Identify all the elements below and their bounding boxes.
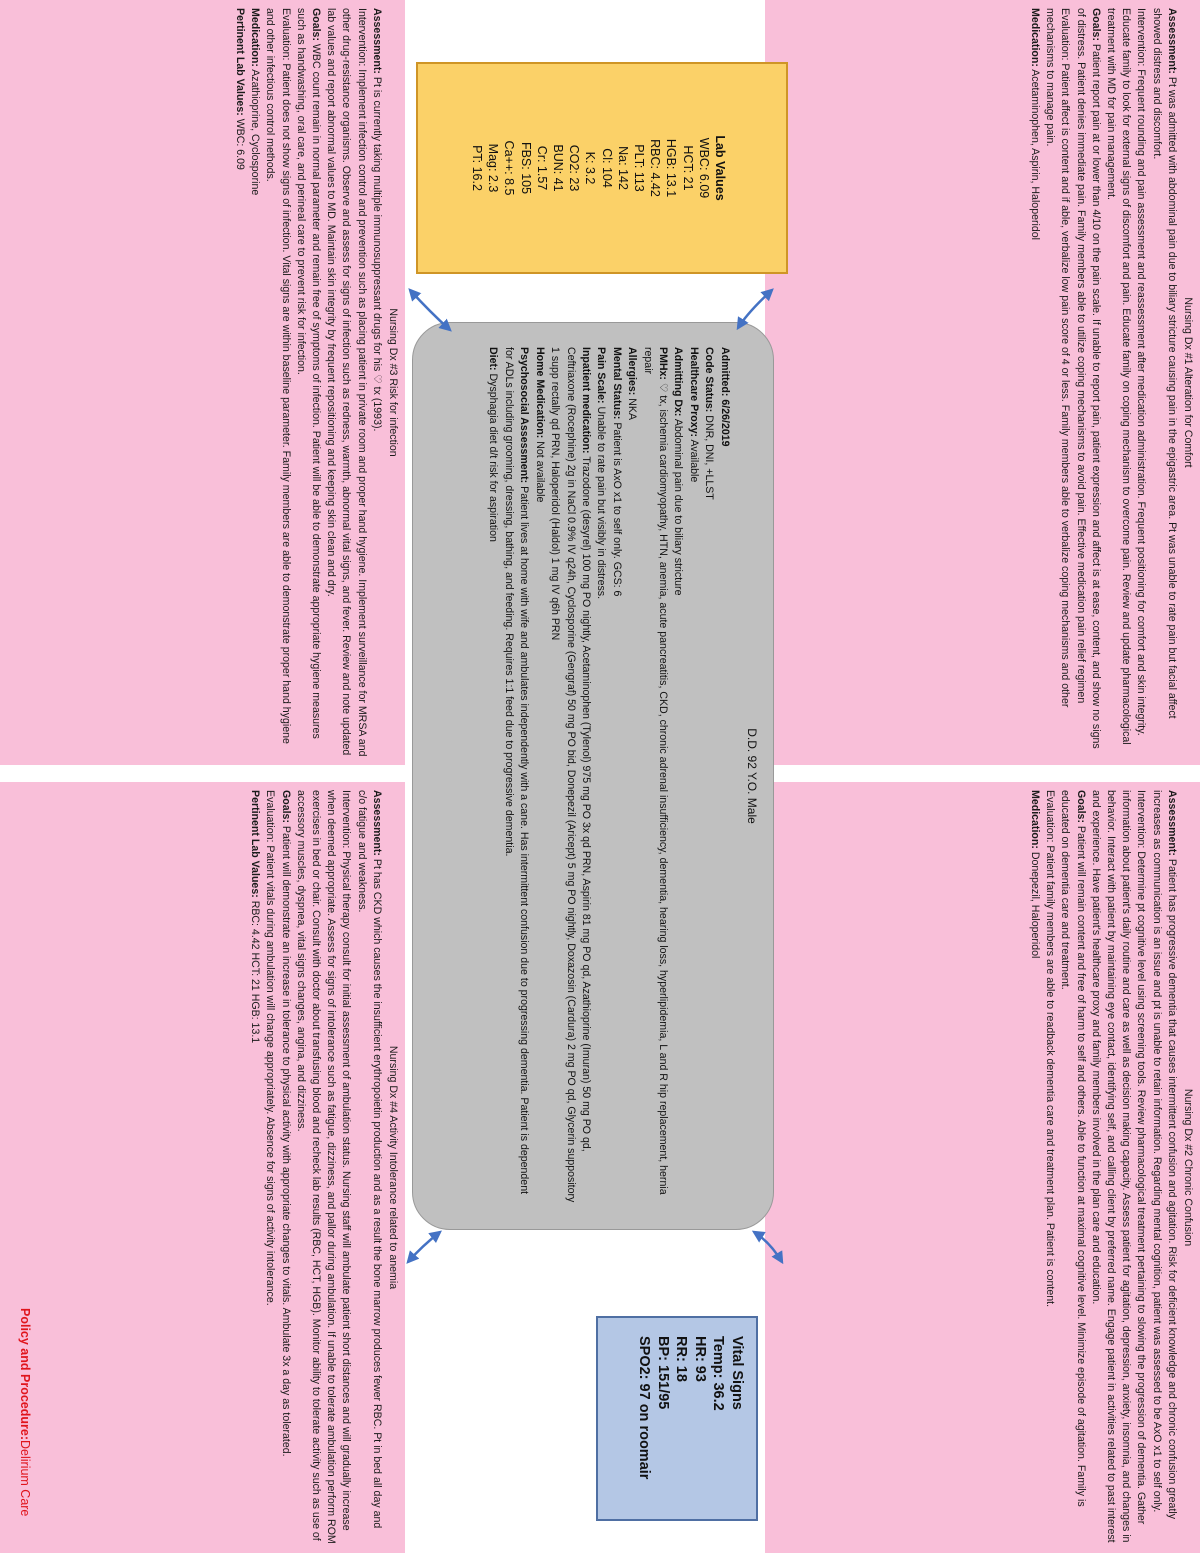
admitted-date: 6/26/2019 (718, 399, 731, 447)
inpatient-medication-label: Inpatient medication: (579, 347, 592, 454)
arrow-dx2-to-center (754, 1232, 782, 1262)
code-status: DNR, DNI, +LLST (703, 415, 716, 500)
mental-status: Patient is AxO x1 to self only. GCS: 6 (610, 422, 623, 597)
dx4-intervention-label: Intervention: (340, 790, 353, 849)
dx2-evaluation: Patient family members are able to readback dementia care and treatment plan. Patient is content. (1044, 845, 1057, 1308)
lab-value-item: Mag: 2.3 (486, 143, 501, 193)
lab-value-item: PLT: 113 (631, 144, 646, 192)
dx3-goals-label: Goals: (309, 8, 322, 41)
dx2-intervention-label: Intervention: (1135, 790, 1148, 849)
dx1-evaluation-label: Evaluation: (1059, 8, 1072, 61)
psychosocial-label: Psychosocial Assessment: (518, 347, 531, 484)
lab-value-item: Na: 142 (615, 146, 630, 190)
nursing-dx-3-title: Nursing Dx #3 Risk for infection (387, 308, 399, 457)
lab-value-item: Ca++: 8.5 (502, 140, 517, 196)
dx2-medication: Donepezil, Haloperidol (1028, 851, 1041, 959)
inpatient-medication: Trazodone (desyrel) 100 mg PO nightly, Acetaminophen (Tylenol) 975 mg PO 3x qd PRN, Aspirin 81 mg PO qd, Azathioprine (Imuran) 50 mg PO qd, Ceftriaxone (Rocephine) 2g in NaCl 0.9% IV q24h, Cyclosporine (Gengraf) 50 mg PO bid, Donepezil (Aricept) 5 mg PO nightly, Doxazosin (Cardura) 2 mg PO qd, Glycerin suppository 1 supp rectally qd PRN, Haloperidol (Haldol) 1 mg IV q6h PRN (549, 347, 592, 1203)
dx2-goals: Patient will remain content and free of harm to self and others. Able to function at maximal cognitive level. Minimize episode of agitation. Family is educated on dementia care and treatment. (1059, 790, 1087, 1507)
dx2-intervention: Determine pt cognitive level using screening tools. Review pharmacological treatment pertaining to slowing the progression of dementia. Gather information about patient's daily routine and care as well as decision making capacity. Assess patient for agitation, depression, anxiety, insomnia, and changes in behavior. Interact with patient by maintaining eye contact, identifying self, and calling client by preferred name. Engage patient in activities related to past interest and experience. Have patient's healthcare proxy and family members involved in the plan care and education. (1089, 790, 1148, 1543)
healthcare-proxy: Available (687, 439, 700, 483)
home-medication-label: Home Medication: (533, 347, 546, 439)
pain-scale: Unable to rate pain but visibly in distress. (595, 406, 608, 600)
nursing-dx-4-title: Nursing Dx #4 Activity Intolerance related to anemia (387, 1045, 399, 1290)
dx2-goals-label: Goals: (1074, 790, 1087, 823)
vital-sign-item: HR: 93 (692, 1336, 708, 1382)
lab-value-item: PT: 16.2 (469, 145, 484, 191)
dx1-goals-label: Goals: (1089, 8, 1102, 41)
nursing-dx-1-title: Nursing Dx #1 Alteration for Comfort (1182, 297, 1194, 468)
psychosocial-assessment: Patient lives at home with wife and ambulates independently with a cane. Has intermittent confusion due to progressing dementia. Patient is dependent for ADLs including grooming, dressing, bathing, and feeding. Requires 1:1 feed due to progressive dementia. (502, 347, 531, 1195)
vital-sign-item: BP: 151/95 (655, 1336, 671, 1410)
dx3-evaluation: Patient does not show signs of infection. Vital signs are within baseline parameter. Family members are able to demonstrate proper hand hygiene and other infectious control methods. (264, 8, 292, 744)
dx4-labs: RBC: 4.42 HCT: 21 HGB: 13.1 (249, 900, 262, 1044)
dx4-assessment-label: Assessment: (370, 790, 383, 856)
lab-value-item: RBC: 4.42 (648, 139, 663, 197)
lab-values-title: Lab Values (713, 135, 727, 201)
dx1-medication-label: Medication: (1028, 8, 1041, 67)
dx3-medication-label: Medication: (249, 8, 262, 67)
dx2-evaluation-label: Evaluation: (1044, 790, 1057, 843)
dx1-assessment-label: Assessment: (1165, 8, 1178, 74)
dx3-medication: Azathioprine, Cyclosporine (249, 69, 262, 196)
diet-label: Diet: (487, 347, 500, 371)
dx1-medication: Acetaminophen, Aspirin, Haloperidol (1028, 69, 1041, 240)
diet: Dysphagia diet d/t risk for aspiration (487, 373, 500, 542)
dx1-assessment: Pt was admitted with abdominal pain due to biliary stricture causing pain in the epigastric area. Pt was unable to rate pain but facial affect showed distress and discomfort. (1150, 8, 1178, 719)
patient-title: D.D. 92 Y.O. Male (745, 728, 759, 824)
lab-value-item: FBS: 105 (518, 141, 533, 195)
vital-sign-item: Temp: 36.2 (710, 1336, 727, 1411)
mental-status-label: Mental Status: (610, 347, 623, 420)
lab-value-item: BUN: 41 (550, 144, 565, 192)
vital-signs-title: Vital Signs (729, 1336, 745, 1410)
lab-value-item: WBC: 6.09 (696, 137, 711, 199)
dx1-evaluation: Patient affect is content and if able, verbalize low pain score of 4 or less. Family members able to verbalize coping mechanisms and other mechanisms to manage pain. (1044, 8, 1072, 708)
code-status-label: Code Status: (703, 347, 716, 413)
dx2-assessment-label: Assessment: (1165, 790, 1178, 856)
dx4-goals: Patient will demonstrate an increase in tolerance to physical activity with appropriate changes to vitals. Ambulate 3x a day as tolerated. (279, 825, 292, 1457)
dx3-assessment-label: Assessment: (370, 8, 383, 74)
arrow-dx1-to-center (738, 290, 772, 328)
lab-value-item: K: 3.2 (583, 151, 598, 185)
dx3-assessment: Pt is currently taking multiple immunosuppressant drugs for his ♡ tx (1993). (370, 76, 383, 432)
home-medication: Not available (533, 441, 546, 503)
arrow-center-to-dx4 (408, 1232, 440, 1262)
dx4-evaluation-label: Evaluation: (264, 790, 277, 843)
dx4-labs-label: Pertinent Lab Values: (249, 790, 262, 898)
allergies-label: Allergies: (626, 347, 639, 396)
allergies: NKA (626, 398, 639, 421)
admitting-dx: Abdominal pain due to biliary stricture (672, 418, 685, 596)
pain-scale-label: Pain Scale: (595, 347, 608, 404)
lab-value-item: Cr: 1.57 (534, 145, 549, 191)
nursing-dx-2-title: Nursing Dx #2 Chronic Confusion (1182, 1088, 1194, 1247)
admitted-label: Admitted: (718, 347, 731, 397)
dx3-goals: WBC count remain in normal parameter and remain free of symptoms of infection. Patient will be able to demonstrate appropriate hygiene measures such as handwashing, oral care, and perineal care to prevent risk for infection. (294, 8, 322, 739)
admitting-dx-label: Admitting Dx: (672, 347, 685, 417)
dx4-goals-label: Goals: (279, 790, 292, 823)
pmhx-label: PMHx: (656, 347, 669, 380)
lab-value-item: HGB: 13.1 (664, 138, 679, 198)
dx2-medication-label: Medication: (1028, 790, 1041, 849)
healthcare-proxy-label: Healthcare Proxy: (687, 347, 700, 438)
policy-label: Policy and Procedure: (18, 1308, 32, 1440)
vital-sign-item: RR: 18 (673, 1336, 690, 1382)
dx1-goals: Patient report pain at or lower than 4/10 on the pain scale. If unable to report pain, patient expression and affect is at ease, content, and show no signs of distress. Patient denies immediate pain. Family members able to utilize coping mechanisms to avoid pain. Effective medication pain relief regimen (1074, 8, 1102, 749)
lab-value-item: CO2: 23 (567, 144, 582, 192)
lab-value-item: HCT: 21 (680, 145, 695, 191)
dx1-intervention-label: Intervention: (1135, 8, 1148, 67)
vital-sign-item: SPO2: 97 on roomair (636, 1336, 653, 1480)
dx2-assessment: Patient has progressive dementia that causes intermittent confusion and agitation. Risk for deficient knowledge and chronic confusion greatly increases as communication is an issue and pt is unable to retain information. Regarding mental cognition, patient was assessed to be AxO x1 to self only. (1150, 790, 1178, 1520)
dx4-evaluation: Patient vitals during ambulation will change appropriately. Absence for signs of activity intolerance. (264, 845, 277, 1306)
dx4-intervention: Physical therapy consult for initial assessment of ambulation status. Nursing staff will ambulate patient short distances and will gradually increase when deemed appropriate. Assess for signs of intolerance such as fatigue, dizziness, and pallor during ambulation. If unable to tolerate ambulation perform ROM exercises in bed or chair. Consult with doctor about transfusing blood and recheck lab results (RBC, HCT, HGB). Monitor ability to tolerate activity such as use of accessory muscles, dyspnea, vital signs changes, angina, and dizziness. (294, 790, 353, 1544)
dx3-intervention: Implement infection control and prevention such as placing patient in private room and proper hand hygiene. Implement surveillance for MRSA and other drug-resistance organisms. Observe and assess for signs of infection such as redness, warmth, abnormal vital signs, and fever. Review and note updated lab values and report abnormal values to MD. Maintain skin integrity by frequent repositioning and keeping skin clean and dry. (325, 8, 368, 757)
arrow-center-to-dx3 (410, 290, 450, 330)
dx3-labs: WBC: 6.09 (233, 118, 246, 170)
dx3-evaluation-label: Evaluation: (279, 8, 292, 61)
dx3-labs-label: Pertinent Lab Values: (233, 8, 246, 116)
dx3-intervention-label: Intervention: (355, 8, 368, 67)
pmhx: ♡ tx, ischemia cardiomyopathy, HTN, anemia, acute pancreatitis, CKD, chronic adrenal insufficiency, dementia, hearing loss, hyperlipidemia, L and R hip replacement, hernia repair (641, 347, 669, 1195)
dx4-assessment: Pt has CKD which causes the insufficient erythropoietin production and as a result the bone marrow produces fewer RBC. Pt in bed all day and c/o fatigue and weakness. (355, 790, 383, 1529)
dx1-intervention: Frequent rounding and pain assessment and reassessment after medication administration. Frequent positioning for comfort and skin integrity. Educate family to look for external signs of discomfort and pain. Educate family on coping mechanism to overcome pain. Review and update pharmacological treatment with MD for pain management. (1104, 8, 1148, 745)
lab-value-item: Cl: 104 (599, 148, 614, 188)
policy-value: Delirium Care (18, 1439, 32, 1517)
